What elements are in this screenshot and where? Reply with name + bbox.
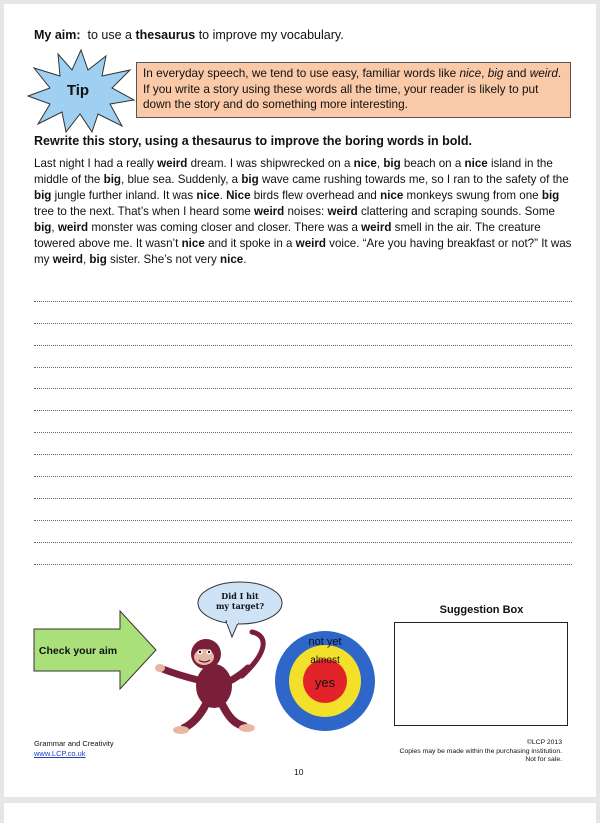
writing-line[interactable] [34, 324, 572, 346]
story-text: monkeys swung from one [403, 189, 542, 202]
writing-line[interactable] [34, 389, 572, 411]
story-text: Last night I had a really [34, 157, 158, 170]
writing-line[interactable] [34, 411, 572, 433]
story-text: , [82, 253, 90, 266]
aim-keyword: thesaurus [135, 28, 196, 42]
story-text: and it spoke in a [204, 237, 296, 250]
story-text: dream. I was shipwrecked on a [187, 157, 354, 170]
instruction: Rewrite this story, using a thesaurus to improve the boring words in bold. [34, 134, 473, 148]
check-aim-arrow-icon [32, 609, 158, 691]
bold-word: nice [220, 253, 244, 266]
bold-word: nice [353, 157, 377, 170]
bold-word: big [241, 173, 259, 186]
story-text: tree to the next. That’s when I heard some [34, 205, 254, 218]
writing-line[interactable] [34, 280, 572, 302]
bold-word: weird [361, 221, 392, 234]
bold-word: nice [464, 157, 488, 170]
page-number: 10 [294, 767, 304, 777]
bold-word: Nice [226, 189, 251, 202]
tip-text: and [506, 66, 527, 80]
story-text: birds flew overhead and [250, 189, 381, 202]
story-text: noises: [284, 205, 328, 218]
story-paragraph [34, 156, 574, 268]
footer-copyright: ©LCP 2013 [526, 739, 562, 746]
story-text: clattering and scraping sounds. Some [357, 205, 555, 218]
tip-word-big: big [487, 66, 504, 80]
writing-line[interactable] [34, 477, 572, 499]
story-text: island in the middle of the [34, 157, 553, 186]
monkey-icon [154, 624, 272, 736]
target-yes: yes [314, 675, 336, 690]
bold-word: big [34, 221, 52, 234]
bold-word: big [383, 157, 401, 170]
bold-word: nice [196, 189, 220, 202]
tip-word-weird: weird [529, 66, 558, 80]
footer-not-for-sale: Not for sale. [525, 756, 562, 763]
bubble-line-1: Did I hit [221, 591, 259, 601]
writing-line[interactable] [34, 346, 572, 368]
bubble-line-2: my target? [215, 601, 265, 611]
bold-word: big [34, 189, 52, 202]
story-text: , [51, 221, 58, 234]
footer-link[interactable]: www.LCP.co.uk [34, 749, 86, 758]
bold-word: weird [327, 205, 358, 218]
target-almost: almost [310, 655, 340, 666]
bold-word: weird [157, 157, 188, 170]
worksheet-page [4, 4, 596, 797]
tip-text: . If you write a story using these words all the time, your reader is likely to put down the story and do something more interesting. [143, 66, 562, 111]
bold-word: big [541, 189, 560, 202]
writing-line[interactable] [34, 543, 572, 565]
tip-text: , [481, 66, 485, 80]
footer-left [34, 739, 114, 759]
next-page-edge [4, 803, 596, 823]
bold-word: nice [181, 237, 205, 250]
aim-text: to use a [87, 28, 132, 42]
suggestion-box[interactable] [394, 622, 568, 726]
writing-line[interactable] [34, 521, 572, 543]
check-aim-label: Check your aim [38, 645, 118, 657]
bold-word: nice [380, 189, 404, 202]
aim-label: My aim: [34, 28, 81, 42]
story-text: sister. She’s not very [106, 253, 221, 266]
writing-line[interactable] [34, 302, 572, 324]
tip-text: In everyday speech, we tend to use easy, familiar words like [143, 66, 457, 80]
story-text: , blue sea. Suddenly, a [121, 173, 242, 186]
story-text: wave came rushing towards me, so I ran to the safety of the [258, 173, 569, 186]
writing-line[interactable] [34, 499, 572, 521]
footer-right [400, 739, 562, 765]
story-text: monster was coming closer and closer. There was a [88, 221, 362, 234]
bold-word: weird [295, 237, 326, 250]
bold-word: weird [57, 221, 89, 234]
story-text: jungle further inland. It was [51, 189, 197, 202]
story-text: beach on a [400, 157, 465, 170]
writing-line[interactable] [34, 433, 572, 455]
aim-line [34, 28, 344, 42]
suggestion-box-title: Suggestion Box [439, 604, 524, 616]
writing-line[interactable] [34, 455, 572, 477]
footer-copies-note: Copies may be made within the purchasing institution. [399, 747, 562, 755]
tip-box [136, 62, 571, 118]
target-not-yet: not yet [308, 636, 342, 648]
bold-word: weird [52, 253, 83, 266]
target-icon [273, 629, 377, 733]
bold-word: big [89, 253, 107, 266]
story-text: . [219, 189, 227, 202]
story-text: voice. “Are you having breakfast or not?” It was my [34, 237, 572, 266]
writing-lines [34, 280, 572, 565]
aim-text-end: to improve my vocabulary. [198, 28, 344, 42]
tip-label: Tip [66, 82, 90, 99]
tip-starburst-icon [26, 48, 136, 134]
story-text: . [243, 253, 247, 266]
footer-title: Grammar and Creativity [34, 739, 114, 748]
bold-word: big [103, 173, 121, 186]
writing-line[interactable] [34, 368, 572, 390]
bold-word: weird [253, 205, 285, 218]
story-text: , [376, 157, 384, 170]
story-text: smell in the air. The creature towered above me. It wasn’t [34, 221, 541, 250]
tip-word-nice: nice [459, 66, 482, 80]
